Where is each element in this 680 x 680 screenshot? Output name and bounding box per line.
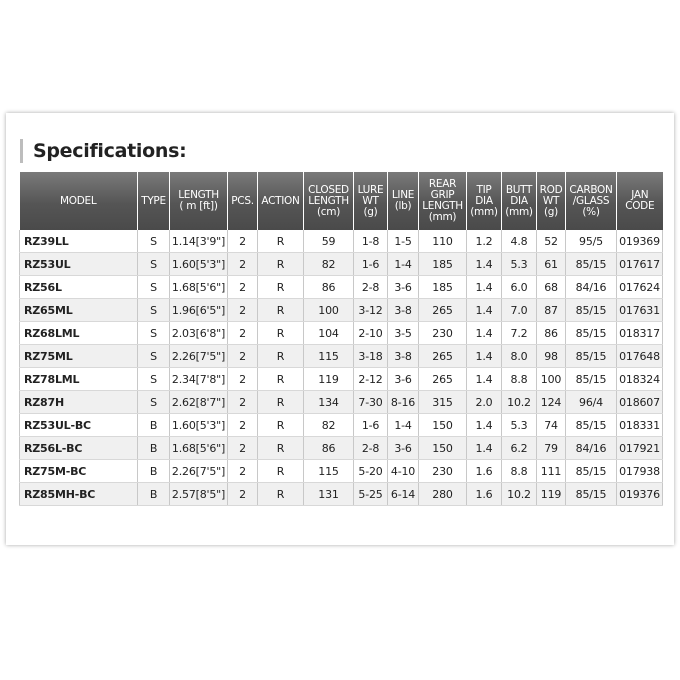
table-cell-tip-dia: 1.4 (467, 437, 502, 460)
column-header-lure-wt (354, 172, 388, 230)
table-cell-length: 2.26[7'5"] (170, 345, 228, 368)
table-cell-lure-wt: 1-6 (354, 253, 388, 276)
table-cell-carbon-glass: 84/16 (566, 276, 617, 299)
column-header-line: LENGTH (178, 189, 219, 201)
table-body (20, 230, 663, 506)
table-cell-tip-dia: 1.4 (467, 276, 502, 299)
table-cell-closed-length: 115 (304, 345, 354, 368)
column-header-line: (mm) (428, 211, 457, 223)
table-cell-closed-length: 115 (304, 460, 354, 483)
table-cell-model: RZ39LL (20, 230, 138, 253)
column-header-line: DIA (510, 194, 528, 207)
table-cell-rear-grip-length: 185 (419, 253, 467, 276)
column-header-line: (g) (363, 205, 378, 218)
table-cell-action: R (258, 276, 304, 299)
table-cell-model: RZ78LML (20, 368, 138, 391)
table-cell-butt-dia: 7.2 (502, 322, 537, 345)
table-cell-model: RZ53UL (20, 253, 138, 276)
column-header-model (20, 172, 138, 230)
table-cell-lure-wt: 1-8 (354, 230, 388, 253)
table-cell-type: S (138, 322, 170, 345)
table-cell-type: S (138, 391, 170, 414)
table-cell-pcs: 2 (228, 253, 258, 276)
table-cell-type: S (138, 253, 170, 276)
column-header-line: LURE (357, 183, 384, 196)
table-cell-butt-dia: 8.8 (502, 368, 537, 391)
column-header-line: MODEL (60, 194, 97, 207)
column-header-line: TYPE (141, 194, 166, 207)
column-header-line: (%) (582, 205, 600, 218)
table-cell-lure-wt: 5-20 (354, 460, 388, 483)
table-row (20, 414, 663, 437)
table-cell-line: 3-8 (388, 299, 419, 322)
table-cell-butt-dia: 8.8 (502, 460, 537, 483)
table-cell-model: RZ68LML (20, 322, 138, 345)
table-cell-carbon-glass: 85/15 (566, 345, 617, 368)
table-row (20, 460, 663, 483)
table-cell-action: R (258, 437, 304, 460)
table-cell-jan-code: 017938 (617, 460, 663, 483)
table-row (20, 437, 663, 460)
table-cell-line: 8-16 (388, 391, 419, 414)
table-cell-rear-grip-length: 230 (419, 460, 467, 483)
column-header-line (388, 172, 419, 230)
column-header-carbon-glass (566, 172, 617, 230)
table-cell-action: R (258, 322, 304, 345)
table-cell-tip-dia: 1.2 (467, 230, 502, 253)
table-row (20, 368, 663, 391)
column-header-line: ACTION (261, 194, 300, 207)
table-row (20, 230, 663, 253)
table-cell-lure-wt: 2-8 (354, 437, 388, 460)
column-header-line: GRIP (430, 189, 455, 201)
table-cell-action: R (258, 483, 304, 506)
column-header-line: LINE (391, 189, 415, 201)
column-header-length (170, 172, 228, 230)
column-header-jan-code (617, 172, 663, 230)
table-row (20, 322, 663, 345)
table-row (20, 483, 663, 506)
table-cell-line: 3-6 (388, 276, 419, 299)
table-cell-butt-dia: 5.3 (502, 414, 537, 437)
column-header-line: BUTT (505, 183, 533, 196)
table-cell-line: 3-6 (388, 437, 419, 460)
table-cell-jan-code: 017648 (617, 345, 663, 368)
table-cell-line: 1-4 (388, 253, 419, 276)
column-header-line: CARBON (569, 183, 613, 196)
table-cell-rod-wt: 111 (537, 460, 566, 483)
column-header-line: REAR (428, 178, 457, 190)
table-cell-rod-wt: 79 (537, 437, 566, 460)
column-header-line: WT (542, 194, 560, 207)
table-cell-carbon-glass: 84/16 (566, 437, 617, 460)
column-header-line: PCS. (231, 194, 254, 207)
table-cell-length: 2.57[8'5"] (170, 483, 228, 506)
table-cell-type: B (138, 437, 170, 460)
table-cell-rear-grip-length: 185 (419, 276, 467, 299)
column-header-pcs (228, 172, 258, 230)
table-cell-jan-code: 017624 (617, 276, 663, 299)
table-row (20, 276, 663, 299)
table-cell-rod-wt: 61 (537, 253, 566, 276)
table-cell-pcs: 2 (228, 483, 258, 506)
table-cell-action: R (258, 345, 304, 368)
table-cell-lure-wt: 1-6 (354, 414, 388, 437)
table-cell-length: 2.26[7'5"] (170, 460, 228, 483)
table-cell-lure-wt: 2-8 (354, 276, 388, 299)
table-cell-carbon-glass: 85/15 (566, 460, 617, 483)
column-header-line: JAN (631, 189, 649, 201)
table-cell-jan-code: 018317 (617, 322, 663, 345)
column-header-line: (cm) (317, 205, 340, 218)
table-cell-closed-length: 119 (304, 368, 354, 391)
table-row (20, 345, 663, 368)
table-cell-lure-wt: 2-10 (354, 322, 388, 345)
table-cell-closed-length: 82 (304, 253, 354, 276)
table-cell-length: 1.60[5'3"] (170, 414, 228, 437)
table-cell-type: S (138, 230, 170, 253)
table-cell-line: 3-5 (388, 322, 419, 345)
table-cell-lure-wt: 5-25 (354, 483, 388, 506)
table-cell-tip-dia: 1.4 (467, 368, 502, 391)
table-cell-closed-length: 100 (304, 299, 354, 322)
table-cell-jan-code: 018324 (617, 368, 663, 391)
table-cell-butt-dia: 4.8 (502, 230, 537, 253)
column-header-line: (mm) (470, 205, 498, 218)
specifications-table (19, 172, 663, 506)
table-cell-type: B (138, 414, 170, 437)
table-cell-line: 4-10 (388, 460, 419, 483)
column-header-line: TIP (476, 183, 492, 196)
table-cell-action: R (258, 368, 304, 391)
table-cell-type: S (138, 368, 170, 391)
table-row (20, 299, 663, 322)
column-header-line: /GLASS (572, 194, 610, 207)
table-cell-rod-wt: 52 (537, 230, 566, 253)
column-header-line: LENGTH (422, 200, 463, 212)
table-cell-tip-dia: 1.4 (467, 253, 502, 276)
table-cell-lure-wt: 7-30 (354, 391, 388, 414)
table-cell-lure-wt: 2-12 (354, 368, 388, 391)
table-cell-length: 1.14[3'9"] (170, 230, 228, 253)
column-header-line: ROD (539, 183, 563, 196)
column-header-line: CLOSED (308, 183, 349, 196)
table-cell-length: 2.34[7'8"] (170, 368, 228, 391)
table-cell-rod-wt: 119 (537, 483, 566, 506)
table-cell-butt-dia: 6.0 (502, 276, 537, 299)
table-cell-type: S (138, 299, 170, 322)
table-cell-model: RZ56L (20, 276, 138, 299)
column-header-type (138, 172, 170, 230)
table-cell-rear-grip-length: 110 (419, 230, 467, 253)
table-cell-model: RZ85MH-BC (20, 483, 138, 506)
column-header-line: (mm) (505, 205, 533, 218)
table-cell-carbon-glass: 85/15 (566, 483, 617, 506)
table-cell-jan-code: 019369 (617, 230, 663, 253)
column-header-rod-wt (537, 172, 566, 230)
table-cell-length: 1.68[5'6"] (170, 276, 228, 299)
table-cell-tip-dia: 1.4 (467, 322, 502, 345)
table-cell-line: 3-6 (388, 368, 419, 391)
table-cell-pcs: 2 (228, 414, 258, 437)
table-cell-carbon-glass: 85/15 (566, 322, 617, 345)
table-cell-carbon-glass: 85/15 (566, 414, 617, 437)
table-cell-type: B (138, 483, 170, 506)
table-cell-type: S (138, 345, 170, 368)
table-cell-rod-wt: 100 (537, 368, 566, 391)
table-cell-rear-grip-length: 265 (419, 368, 467, 391)
table-cell-carbon-glass: 85/15 (566, 299, 617, 322)
table-cell-jan-code: 017921 (617, 437, 663, 460)
table-cell-length: 1.96[6'5"] (170, 299, 228, 322)
table-cell-rear-grip-length: 280 (419, 483, 467, 506)
table-cell-length: 1.68[5'6"] (170, 437, 228, 460)
table-cell-action: R (258, 253, 304, 276)
table-cell-rod-wt: 87 (537, 299, 566, 322)
table-cell-model: RZ87H (20, 391, 138, 414)
table-cell-pcs: 2 (228, 230, 258, 253)
table-cell-model: RZ56L-BC (20, 437, 138, 460)
table-cell-butt-dia: 5.3 (502, 253, 537, 276)
specifications-card (6, 113, 674, 545)
column-header-tip-dia (467, 172, 502, 230)
table-cell-pcs: 2 (228, 368, 258, 391)
table-cell-tip-dia: 1.4 (467, 414, 502, 437)
specifications-heading: Specifications: (20, 139, 186, 163)
table-cell-action: R (258, 460, 304, 483)
table-cell-jan-code: 017631 (617, 299, 663, 322)
table-cell-closed-length: 134 (304, 391, 354, 414)
table-cell-closed-length: 104 (304, 322, 354, 345)
table-cell-type: S (138, 276, 170, 299)
table-cell-pcs: 2 (228, 391, 258, 414)
column-header-butt-dia (502, 172, 537, 230)
column-header-line: CODE (625, 200, 655, 212)
table-cell-line: 3-8 (388, 345, 419, 368)
table-cell-carbon-glass: 85/15 (566, 253, 617, 276)
table-cell-closed-length: 131 (304, 483, 354, 506)
table-header-row (20, 172, 663, 230)
table-cell-pcs: 2 (228, 299, 258, 322)
table-cell-action: R (258, 230, 304, 253)
table-cell-rear-grip-length: 230 (419, 322, 467, 345)
table-cell-butt-dia: 10.2 (502, 391, 537, 414)
table-cell-length: 1.60[5'3"] (170, 253, 228, 276)
table-cell-rear-grip-length: 265 (419, 299, 467, 322)
table-cell-model: RZ75M-BC (20, 460, 138, 483)
table-cell-carbon-glass: 95/5 (566, 230, 617, 253)
table-cell-closed-length: 86 (304, 276, 354, 299)
table-cell-rod-wt: 124 (537, 391, 566, 414)
table-cell-pcs: 2 (228, 322, 258, 345)
table-cell-rear-grip-length: 315 (419, 391, 467, 414)
table-cell-lure-wt: 3-18 (354, 345, 388, 368)
table-cell-jan-code: 019376 (617, 483, 663, 506)
table-cell-closed-length: 59 (304, 230, 354, 253)
table-cell-carbon-glass: 85/15 (566, 368, 617, 391)
table-cell-rod-wt: 68 (537, 276, 566, 299)
table-cell-model: RZ65ML (20, 299, 138, 322)
table-cell-butt-dia: 6.2 (502, 437, 537, 460)
table-cell-lure-wt: 3-12 (354, 299, 388, 322)
table-cell-rod-wt: 98 (537, 345, 566, 368)
table-cell-tip-dia: 2.0 (467, 391, 502, 414)
table-cell-tip-dia: 1.4 (467, 299, 502, 322)
table-cell-pcs: 2 (228, 437, 258, 460)
table-cell-action: R (258, 299, 304, 322)
table-cell-tip-dia: 1.6 (467, 460, 502, 483)
table-cell-model: RZ75ML (20, 345, 138, 368)
table-cell-closed-length: 82 (304, 414, 354, 437)
table-cell-closed-length: 86 (304, 437, 354, 460)
table-cell-butt-dia: 10.2 (502, 483, 537, 506)
table-cell-rod-wt: 74 (537, 414, 566, 437)
table-cell-butt-dia: 8.0 (502, 345, 537, 368)
table-cell-pcs: 2 (228, 345, 258, 368)
table-cell-jan-code: 018331 (617, 414, 663, 437)
table-cell-action: R (258, 414, 304, 437)
column-header-action (258, 172, 304, 230)
column-header-line: LENGTH (308, 194, 349, 207)
table-cell-pcs: 2 (228, 460, 258, 483)
table-row (20, 253, 663, 276)
column-header-line: (lb) (394, 200, 412, 212)
column-header-line: WT (362, 194, 379, 207)
column-header-line: ( m [ft]) (179, 200, 218, 212)
table-cell-type: B (138, 460, 170, 483)
table-cell-jan-code: 017617 (617, 253, 663, 276)
table-cell-length: 2.62[8'7"] (170, 391, 228, 414)
column-header-line: DIA (475, 194, 493, 207)
table-cell-line: 1-5 (388, 230, 419, 253)
table-cell-tip-dia: 1.4 (467, 345, 502, 368)
table-cell-length: 2.03[6'8"] (170, 322, 228, 345)
column-header-line: (g) (544, 205, 558, 218)
table-cell-rear-grip-length: 150 (419, 437, 467, 460)
table-cell-rear-grip-length: 150 (419, 414, 467, 437)
table-cell-line: 6-14 (388, 483, 419, 506)
column-header-closed-length (304, 172, 354, 230)
table-row (20, 391, 663, 414)
table-cell-jan-code: 018607 (617, 391, 663, 414)
table-cell-action: R (258, 391, 304, 414)
table-cell-carbon-glass: 96/4 (566, 391, 617, 414)
column-header-rear-grip-length (419, 172, 467, 230)
table-cell-line: 1-4 (388, 414, 419, 437)
table-cell-model: RZ53UL-BC (20, 414, 138, 437)
table-cell-pcs: 2 (228, 276, 258, 299)
table-cell-butt-dia: 7.0 (502, 299, 537, 322)
table-cell-rod-wt: 86 (537, 322, 566, 345)
table-cell-tip-dia: 1.6 (467, 483, 502, 506)
table-cell-rear-grip-length: 265 (419, 345, 467, 368)
